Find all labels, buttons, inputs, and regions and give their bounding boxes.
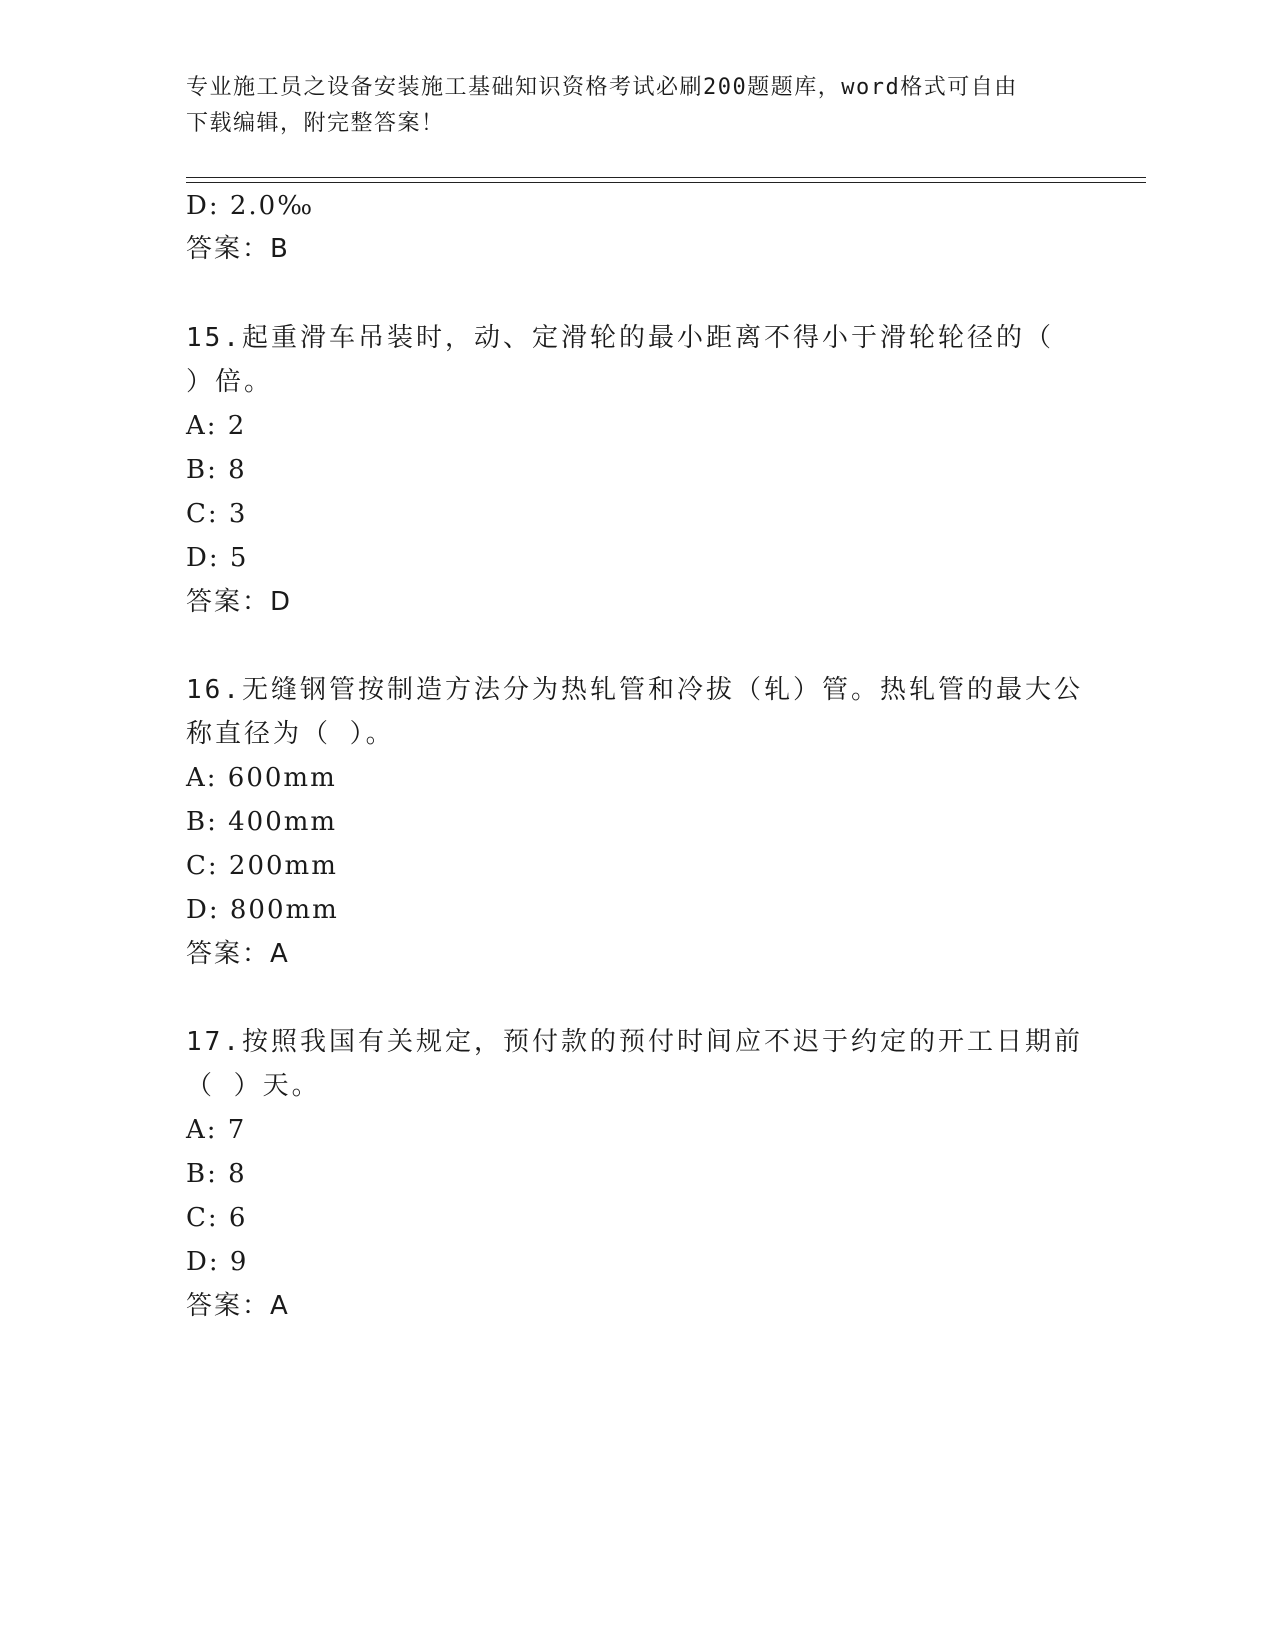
question-16-option-a: A: 600mm [186,763,337,793]
question-17-option-c: C: 6 [186,1203,248,1233]
header-divider-top [186,177,1146,178]
prev-answer: 答案：B [186,234,290,264]
prev-option-d: D: 2.0‰ [186,191,315,221]
question-17-option-b: B: 8 [186,1159,247,1189]
question-15-text-line-2: ）倍。 [186,367,274,397]
question-15-answer: 答案：D [186,587,293,617]
header-divider-bottom [186,182,1146,183]
question-16-text-line-2: 称直径为（ ）。 [186,719,395,749]
header-line-1: 专业施工员之设备安装施工基础知识资格考试必刷200题题库，word格式可自由 [186,75,1018,100]
header-line-2: 下载编辑，附完整答案！ [186,111,445,136]
question-15-option-d: D: 5 [186,543,249,573]
question-17-answer: 答案：A [186,1291,290,1321]
question-17-option-d: D: 9 [186,1247,249,1277]
question-16-text-line-1: 16.无缝钢管按制造方法分为热轧管和冷拔（轧）管。热轧管的最大公 [186,675,1083,705]
question-15-text-line-1: 15.起重滑车吊装时，动、定滑轮的最小距离不得小于滑轮轮径的（ [186,323,1054,353]
question-16-option-c: C: 200mm [186,851,338,881]
document-header [186,70,1066,142]
question-17-text-line-1: 17.按照我国有关规定，预付款的预付时间应不迟于约定的开工日期前 [186,1027,1083,1057]
question-16-option-d: D: 800mm [186,895,339,925]
question-15-option-b: B: 8 [186,455,247,485]
question-16-option-b: B: 400mm [186,807,338,837]
question-15-option-a: A: 2 [186,411,247,441]
question-15-option-c: C: 3 [186,499,248,529]
question-17-text-line-2: （ ）天。 [186,1071,321,1101]
question-16-answer: 答案：A [186,939,290,969]
question-17-option-a: A: 7 [186,1115,247,1145]
